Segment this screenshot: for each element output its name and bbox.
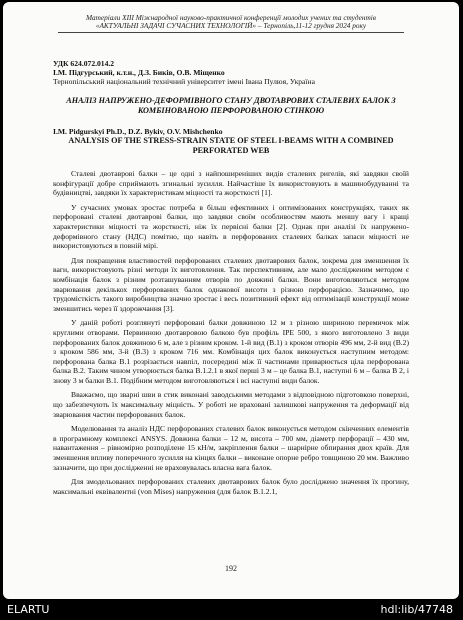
header-line-2: «АКТУАЛЬНІ ЗАДАЧІ СУЧАСНИХ ТЕХНОЛОГІЙ» – Тернопіль,11-12 грудня 2024 року (95, 21, 367, 31)
institution: Тернопільський національний технічний університет імені Івана Пулюя, Україна (53, 77, 315, 86)
paragraph: Моделювання та аналіз НДС перфорованих сталевих балок виконується методом скінченних елементів в програмному комплексі ANSYS. Довжина балки – 12 м, висота – 700 мм, діаметр перфорації – 430 мм, навантаження – рівномірно розподілене 15 кН/м, закріплення балки – шарнірне обпирання двох країв. Для зменшення впливу поперечного зусилля на кінцях балки – виконане опорне ребро товщиною 20 мм. Важливо зазначити, що при дослідженні не враховувалась власна вага балок. (53, 424, 409, 472)
paragraph: Для покращення властивостей перфорованих сталевих двотаврових балок, зокрема для зменшення їх ваги, використовують різні методи їх виготовлення. Так перспективним, але мало дослідженим методом є комбінація балок з різним розташуванням отворів по довжині балки. Вони виготовляються методом зварювання декількох перфорованих балок однакової висоти з різною перфорацією. Зазначимо, що трудомісткість такого виробництва значно зростає і весь позитивний ефект від оптимізації конструкції може зменшитись через її здорожчання [3]. (53, 255, 409, 313)
authors-ukrainian: І.М. Підгурський, к.т.н., Д.З. Биків, О.В. Міщенко (53, 68, 225, 77)
header-divider (58, 32, 404, 33)
paragraph: У сучасних умовах зростає потреба в більш ефективних і оптимізованих конструкціях, таких як перфоровані сталеві двотаврові балки, що завдяки своїм особливостям мають меншу вагу і кращі характеристики міцності та жорсткості, ніж їх первісні балки [2]. Однак при аналізі їх напружено-деформівного стану (НДС) помітно, що навіть в перфорованих сталевих балках запаси міцності не використовуються в повній мірі. (53, 202, 409, 251)
title-ukrainian: АНАЛІЗ НАПРУЖЕНО-ДЕФОРМІВНОГО СТАНУ ДВОТАВРОВИХ СТАЛЕВИХ БАЛОК З КОМБІНОВАНОЮ ПЕРФОРОВАНОЮ СТІНКОЮ (66, 96, 396, 115)
authors-english: I.M. Pidgurskyi Ph.D., D.Z. Bykiv, O.V. Mishchenko (53, 127, 223, 136)
running-header (23, 14, 439, 31)
paragraph: Вважаємо, що зварні шви в стик виконані заводськими методами з відповідною підготовкою поверхні, що забезпечують їх максимальну міцність. У роботі не враховані залишкові напруження та деформації від зварювання частин перфорованих балок. (53, 390, 409, 419)
title-english: ANALYSIS OF THE STRESS-STRAIN STATE OF STEEL I-BEAMS WITH A COMBINED PERFORATED WEB (68, 136, 394, 155)
body-text (53, 169, 409, 501)
paragraph: У даній роботі розглянуті перфоровані балки довжиною 12 м з різною шириною перемичок між круглими отворами. Первинною двотавровою балкою був профіль IPE 500, з якого виготовлено 3 види перфорованих балок довжиною 6 м, але з різним кроком. 1-й вид (B.1) з кроком отворів 496 мм, 2-й вид (B.2) з кроком 586 мм, 3-й (B.3) з кроком 716 мм. Комбінація цих балок виконується наступним методом: перфорована балка B.1 розрізається навпіл, посередині між її частинами приварюється ціла перфорована балка B.2. Таким чином утворюється балка B.1.2.1 в якої перші 3 м – це балка B.1, наступні 6 м – балка B 2, і знову 3 м балки B.1. Подібним методом виготовляються і всі наступні види балок. (53, 318, 409, 385)
paragraph: Сталеві двотаврові балки – це одні з найпоширеніших видів сталевих ригелів, які завдяки своїй конфігурації добре сприймають згинальні зусилля. Найчастіше їх використовують в машинобудуванні та будівництві, завдяки їх характеристикам міцності та жорсткості [1]. (53, 169, 409, 198)
repository-name: ELARTU (7, 603, 50, 616)
document-page (3, 2, 459, 599)
udk-code: УДК 624.072.014.2 (53, 59, 115, 68)
header-line-1: Матеріали ХІІІ Міжнародної науково-практичної конференції молодих учених та студентів (86, 13, 376, 22)
handle-link[interactable]: hdl:lib/47748 (380, 603, 453, 616)
paragraph: Для змодельованих перфорованих сталевих двотаврових балок було досліджено значення їх прогину, максимальні еквівалентні (von Mises) напруження (для балок B.1.2.1, (53, 477, 409, 496)
repository-footer (0, 600, 463, 620)
page-number: 192 (225, 564, 237, 573)
